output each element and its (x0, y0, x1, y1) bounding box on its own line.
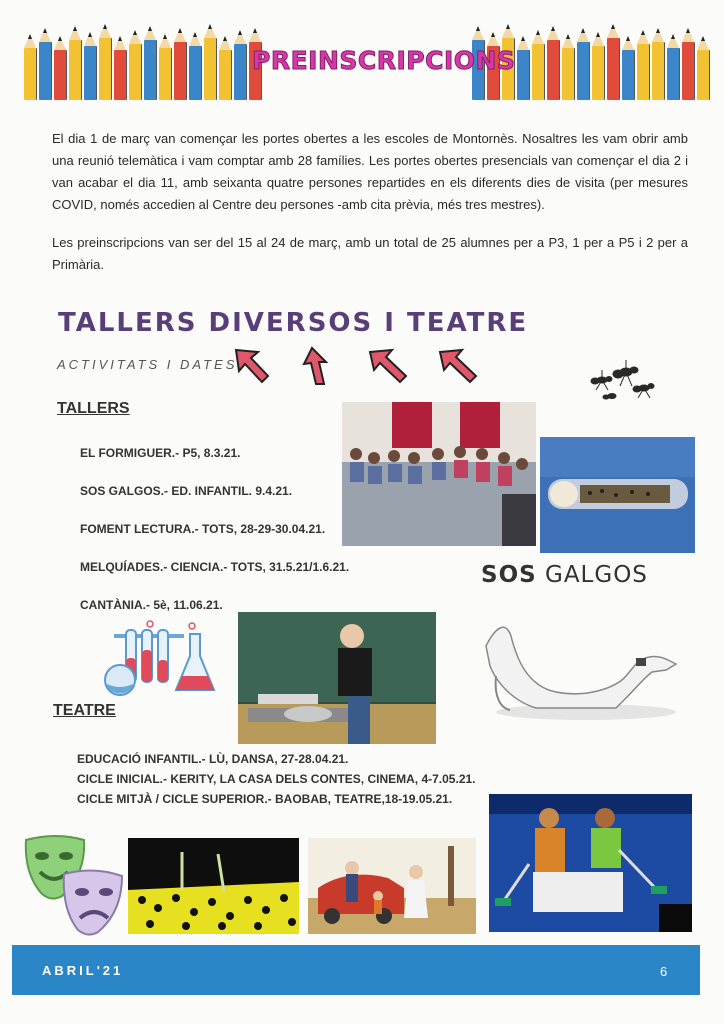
arrow-up-left-icon (368, 346, 408, 386)
pencil-icon (547, 40, 560, 100)
pencil-icon (517, 50, 530, 100)
pencil-icon (637, 44, 650, 100)
pencil-icon (219, 50, 232, 100)
page-number: 6 (660, 964, 668, 979)
pencil-icon (607, 38, 620, 100)
lab-flasks-illustration (104, 620, 218, 698)
arrow-up-icon (300, 346, 340, 386)
pencil-icon (652, 42, 665, 100)
arrow-up-left-icon (438, 346, 478, 386)
pencil-icon (204, 38, 217, 100)
page-title: PREINSCRIPCIONS (252, 46, 516, 75)
pencil-icon (682, 42, 695, 100)
section-title: TALLERS DIVERSOS I TEATRE (58, 308, 529, 338)
ants-illustration (582, 352, 662, 404)
pencil-icon (54, 50, 67, 100)
pencil-icon (24, 48, 37, 100)
taller-item: SOS GALGOS.- ED. INFANTIL. 9.4.21. (80, 484, 293, 498)
pencil-icon (129, 44, 142, 100)
pencil-icon (234, 44, 247, 100)
pencil-icon (532, 44, 545, 100)
pencil-icon (562, 48, 575, 100)
arrow-up-left-icon (232, 346, 272, 386)
sos-logo-bold: SOS (481, 562, 537, 588)
photo-dance-show (128, 838, 299, 934)
photo-kerity-film (308, 838, 476, 934)
taller-item: MELQUÍADES.- CIENCIA.- TOTS, 31.5.21/1.6.21. (80, 560, 350, 574)
photo-ant-tube (540, 437, 695, 553)
tallers-heading: TALLERS (57, 400, 130, 417)
pencil-icon (84, 46, 97, 100)
taller-item: CANTÀNIA.- 5è, 11.06.21. (80, 598, 223, 612)
intro-paragraph-2: Les preinscripcions van ser del 15 al 24 de març, amb un total de 25 alumnes per a P3, 1 per a P5 i 2 per a Primària. (52, 235, 688, 272)
pencil-icon (697, 50, 710, 100)
pencils-decoration-left (24, 22, 262, 100)
greyhound-illustration (476, 616, 686, 726)
teatre-item: CICLE MITJÀ / CICLE SUPERIOR.- BAOBAB, TEATRE,18-19.05.21. (77, 792, 453, 806)
photo-science-experiment (238, 612, 436, 744)
theatre-masks-icon (22, 834, 128, 938)
sos-galgos-logo (481, 562, 648, 588)
taller-item: FOMENT LECTURA.- TOTS, 28-29-30.04.21. (80, 522, 326, 536)
taller-item: EL FORMIGUER.- P5, 8.3.21. (80, 446, 241, 460)
pencil-icon (99, 38, 112, 100)
pencil-icon (592, 46, 605, 100)
pencil-icon (174, 42, 187, 100)
pencil-icon (69, 40, 82, 100)
pencil-icon (622, 50, 635, 100)
photo-baobab-theatre (489, 794, 692, 932)
pencil-icon (159, 48, 172, 100)
teatre-item: EDUCACIÓ INFANTIL.- LÙ, DANSA, 27-28.04.21. (77, 752, 349, 766)
section-subtitle: ACTIVITATS I DATES (57, 357, 238, 372)
pencil-icon (39, 42, 52, 100)
pencil-icon (577, 42, 590, 100)
pencil-icon (144, 40, 157, 100)
pencil-icon (189, 46, 202, 100)
pencil-icon (114, 50, 127, 100)
photo-classroom-kids (342, 402, 536, 546)
intro-paragraph-1: El dia 1 de març van començar les portes obertes a les escoles de Montornès. Nosaltres les vam obrir amb una reunió telemàtica i vam comptar amb 28 famílies. Les portes obertes presencials van començar el dia 2 i van acabar el dia 11, amb seixanta quatre persones repartides en els diferents dies de visita (per mesures COVID, només accedien al Centre deu persones -amb cita prèvia, més tres mestres). (52, 131, 688, 212)
pencil-icon (667, 48, 680, 100)
teatre-item: CICLE INICIAL.- KERITY, LA CASA DELS CONTES, CINEMA, 4-7.05.21. (77, 772, 476, 786)
teatre-heading: TEATRE (53, 702, 116, 719)
sos-logo-rest: GALGOS (536, 562, 648, 588)
footer-date: ABRIL'21 (42, 963, 124, 978)
